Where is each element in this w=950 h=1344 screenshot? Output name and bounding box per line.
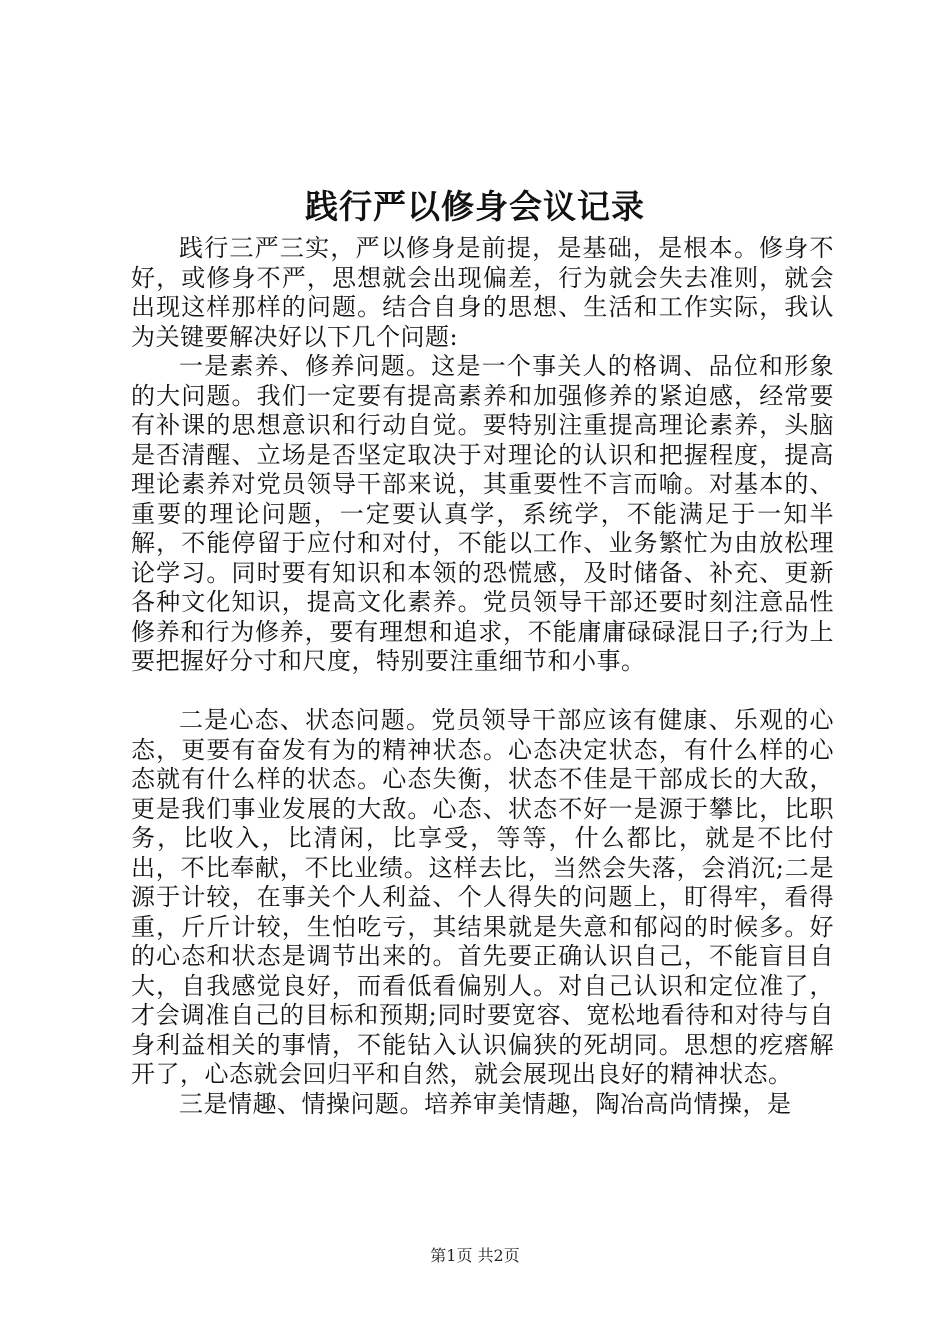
document-body	[131, 234, 834, 1119]
page-number-footer: 第1页 共2页	[430, 1246, 520, 1265]
paragraph-intro: 践行三严三实，严以修身是前提，是基础，是根本。修身不好，或修身不严，思想就会出现偏差，行为就会失去准则，就会出现这样那样的问题。结合自身的思想、生活和工作实际，我认为关键要解决好以下几个问题:	[131, 234, 834, 351]
paragraph-point-one: 一是素养、修养问题。这是一个事关人的格调、品位和形象的大问题。我们一定要有提高素养和加强修养的紧迫感，经常要有补课的思想意识和行动自觉。要特别注重提高理论素养，头脑是否清醒、立场是否坚定取决于对理论的认识和把握程度，提高理论素养对党员领导干部来说，其重要性不言而喻。对基本的、重要的理论问题，一定要认真学，系统学，不能满足于一知半解，不能停留于应付和对付，不能以工作、业务繁忙为由放松理论学习。同时要有知识和本领的恐慌感，及时储备、补充、更新各种文化知识，提高文化素养。党员领导干部还要时刻注意品性修养和行为修养，要有理想和追求，不能庸庸碌碌混日子;行为上要把握好分寸和尺度，特别要注重细节和小事。	[131, 352, 834, 675]
document-title: 践行严以修身会议记录	[305, 187, 645, 226]
paragraph-point-two: 二是心态、状态问题。党员领导干部应该有健康、乐观的心态，更要有奋发有为的精神状态。心态决定状态，有什么样的心态就有什么样的状态。心态失衡，状态不佳是干部成长的大敌，更是我们事业发展的大敌。心态、状态不好一是源于攀比，比职务，比收入，比清闲，比享受，等等，什么都比，就是不比付出，不比奉献，不比业绩。这样去比，当然会失落，会消沉;二是源于计较，在事关个人利益、个人得失的问题上，盯得牢，看得重，斤斤计较，生怕吃亏，其结果就是失意和郁闷的时候多。好的心态和状态是调节出来的。首先要正确认识自己，不能盲目自大，自我感觉良好，而看低看偏别人。对自己认识和定位准了，才会调准自己的目标和预期;同时要宽容、宽松地看待和对待与自身利益相关的事情，不能钻入认识偏狭的死胡同。思想的疙瘩解开了，心态就会回归平和自然，就会展现出良好的精神状态。	[131, 706, 834, 1088]
paragraph-point-three: 三是情趣、情操问题。培养审美情趣，陶冶高尚情操，是	[179, 1089, 792, 1118]
